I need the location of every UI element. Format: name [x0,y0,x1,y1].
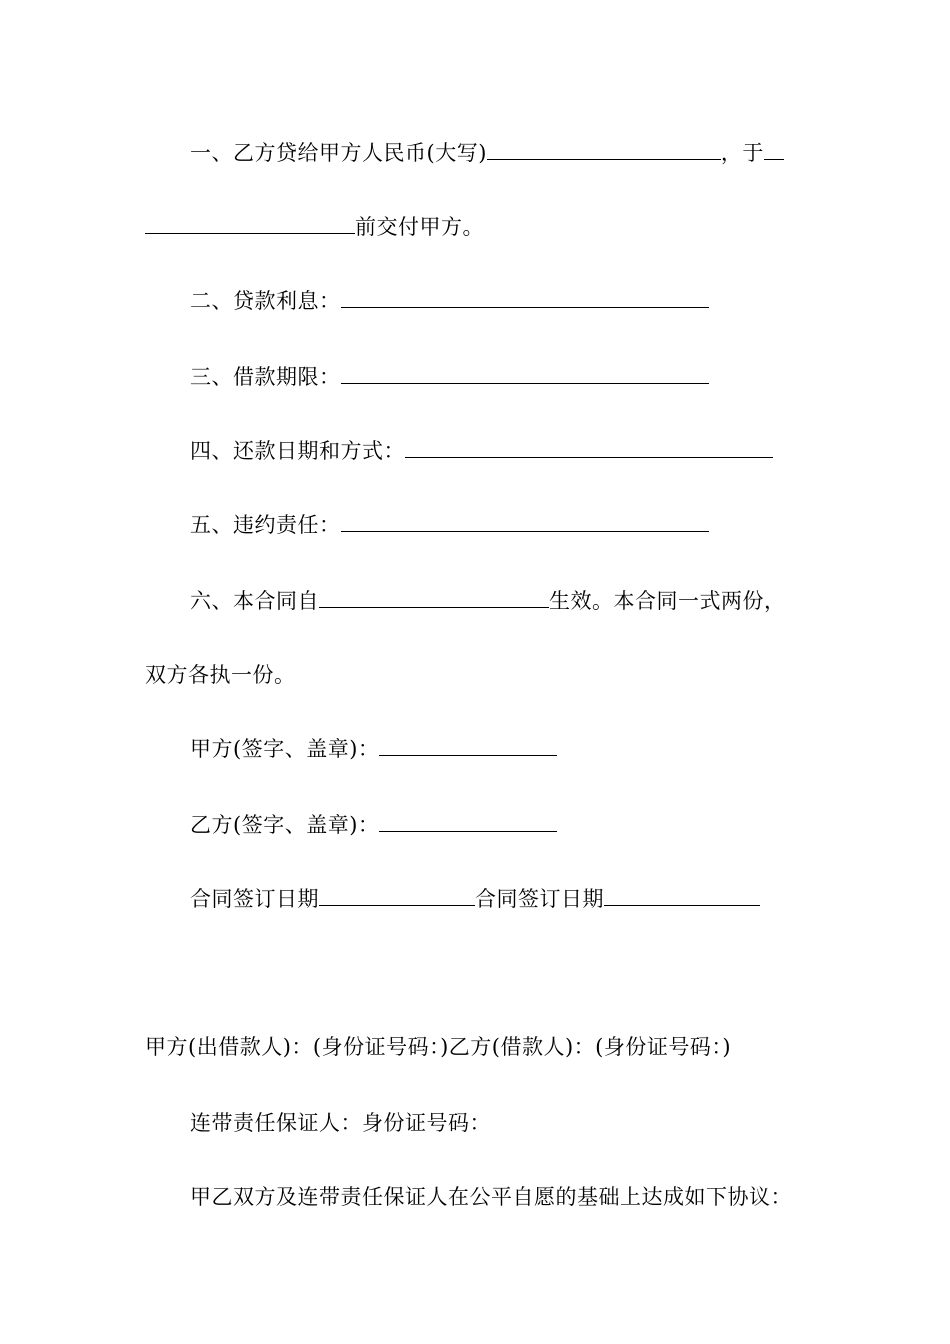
date-blank-start [764,139,784,160]
clause-2-label: 二、贷款利息： [190,289,341,313]
repayment-blank [405,437,773,458]
sign-date-row [190,884,760,914]
clause-1-cont [145,212,484,242]
guarantor-line [190,1108,491,1138]
clause-1-text: 一、乙方贷给甲方人民币(大写) [190,141,487,165]
interest-blank [341,287,709,308]
parties-line [145,1032,731,1062]
clause-5 [190,510,709,540]
clause-1-text-b: ，于 [720,141,764,165]
party-a-blank [379,735,557,756]
liability-blank [341,511,709,532]
effective-blank [319,587,549,608]
sign-date-blank-a [319,885,475,906]
clause-3-label: 三、借款期限： [190,365,341,389]
clause-5-label: 五、违约责任： [190,513,341,537]
clause-6-text: 六、本合同自 [190,589,319,613]
parties-text: 甲方(出借款人)：(身份证号码：)乙方(借款人)：(身份证号码：) [145,1035,732,1059]
sign-date-label-a: 合同签订日期 [190,887,319,911]
term-blank [341,363,709,384]
clause-3 [190,362,709,392]
clause-2 [190,286,709,316]
party-a-label: 甲方(签字、盖章)： [190,737,380,761]
agreement-text: 甲乙双方及连带责任保证人在公平自愿的基础上达成如下协议： [190,1185,792,1209]
clause-6-cont-text: 双方各执一份。 [145,663,296,687]
date-blank [145,213,355,234]
clause-4 [190,436,773,466]
sign-date-label-b: 合同签订日期 [475,887,604,911]
party-b-signature [190,810,557,840]
agreement-line [190,1182,792,1212]
amount-blank [487,139,721,160]
clause-1-cont-text: 前交付甲方。 [355,215,484,239]
clause-4-label: 四、还款日期和方式： [190,439,405,463]
clause-1 [190,138,784,168]
party-b-label: 乙方(签字、盖章)： [190,813,380,837]
clause-6-text-b: 生效。本合同一式两份， [549,589,786,613]
sign-date-blank-b [604,885,760,906]
party-b-blank [379,811,557,832]
clause-6 [190,586,786,616]
party-a-signature [190,734,557,764]
guarantor-text: 连带责任保证人：身份证号码： [190,1111,491,1135]
clause-6-cont [145,660,296,690]
